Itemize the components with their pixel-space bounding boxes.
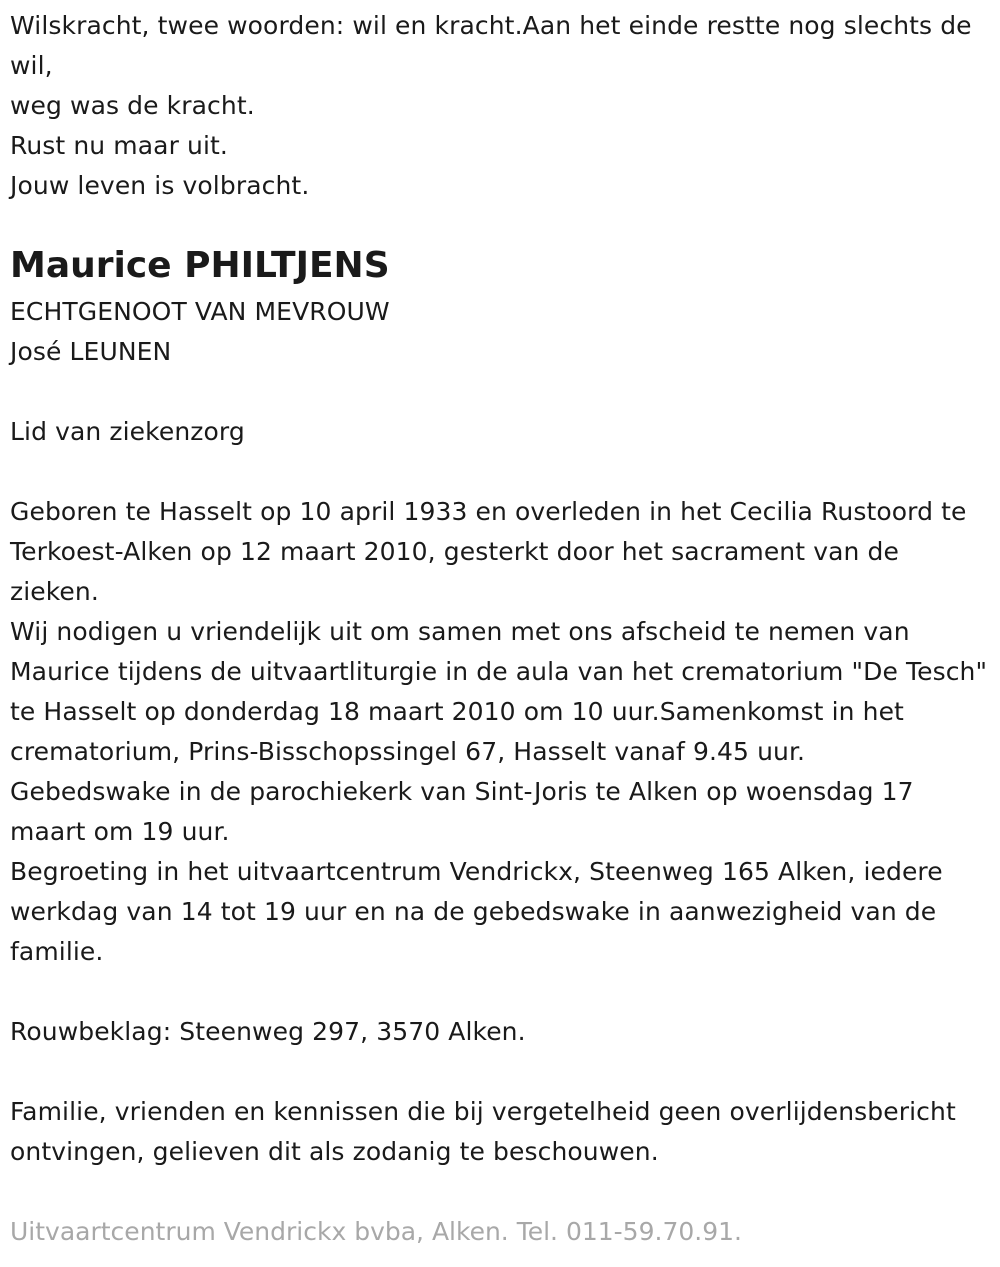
funeral-home-footer: Uitvaartcentrum Vendrickx bvba, Alken. Tel. 011-59.70.91. (10, 1217, 742, 1246)
notice: Familie, vrienden en kennissen die bij vergetelheid geen overlijdensbericht ontvingen, gelieven dit als zodanig te beschouwen. (10, 1097, 964, 1166)
body-paragraph-greeting: Begroeting in het uitvaartcentrum Vendrickx, Steenweg 165 Alken, iedere werkdag van 14 tot 19 uur en na de gebedswake in aanwezigheid van de familie. (10, 857, 951, 966)
poem-line: Wilskracht, twee woorden: wil en kracht.Aan het einde restte nog slechts de wil, (10, 11, 980, 80)
poem-line: Rust nu maar uit. (10, 131, 228, 160)
membership: Lid van ziekenzorg (10, 417, 245, 446)
condolence-address: Rouwbeklag: Steenweg 297, 3570 Alken. (10, 1017, 526, 1046)
poem-line: Jouw leven is volbracht. (10, 171, 310, 200)
deceased-name: Maurice PHILTJENS (10, 245, 390, 286)
spouse-name: José LEUNEN (10, 337, 172, 366)
body-paragraph-vigil: Gebedswake in de parochiekerk van Sint-Joris te Alken op woensdag 17 maart om 19 uur. (10, 777, 922, 846)
body-paragraph-birth-death: Geboren te Hasselt op 10 april 1933 en overleden in het Cecilia Rustoord te Terkoest-Alken op 12 maart 2010, gesterkt door het sacrament van de zieken. (10, 497, 975, 606)
poem (10, 6, 990, 206)
relation-label: ECHTGENOOT VAN MEVROUW (10, 297, 390, 326)
poem-line: weg was de kracht. (10, 91, 255, 120)
body-paragraph-funeral: Wij nodigen u vriendelijk uit om samen met ons afscheid te nemen van Maurice tijdens de uitvaartliturgie in de aula van het crematorium "De Tesch" te Hasselt op donderdag 18 maart 2010 om 10 uur.Samenkomst in het crematorium, Prins-Bisschopssingel 67, Hasselt vanaf 9.45 uur. (10, 617, 996, 766)
